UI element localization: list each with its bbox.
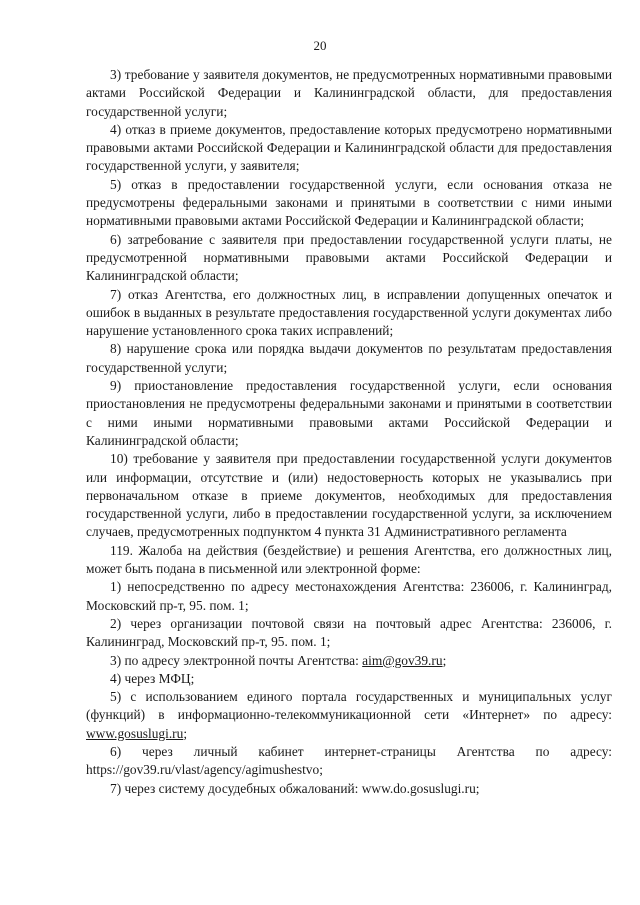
paragraph bbox=[86, 615, 612, 652]
link[interactable]: www.gosuslugi.ru bbox=[86, 725, 184, 741]
paragraph bbox=[86, 66, 612, 121]
paragraph-text: 5) с использованием единого портала государственных и муниципальных услуг (функций) в информационно-телекоммуникационной сети «Интернет» по адресу: bbox=[86, 689, 612, 723]
paragraph-text: 2) через организации почтовой связи на почтовый адрес Агентства: 236006, г. Калининград, Московский пр-т, 95. пом. 1; bbox=[86, 615, 612, 650]
document-body bbox=[86, 66, 612, 798]
paragraph-text: 10) требование у заявителя при предоставлении государственной услуги документов или информации, отсутствие и (или) недостоверность которых не указывались при первоначальном отказе в приеме документов, необходимых для предоставления государственной услуги, либо в предоставлении государственной услуги, за исключением случаев, предусмотренных подпунктом 4 пункта 31 Административного регламента bbox=[86, 451, 612, 540]
paragraph bbox=[86, 652, 612, 670]
paragraph-text: ; bbox=[442, 652, 447, 668]
paragraph-text: 7) отказ Агентства, его должностных лиц, в исправлении допущенных опечаток и ошибок в выданных в результате предоставления государственной услуги документах либо нарушение установленного срока таких исправлений; bbox=[86, 286, 612, 339]
paragraph-text: 3) требование у заявителя документов, не предусмотренных нормативными правовыми актами Российской Федерации и Калининградской области, для предоставления государственной услуги; bbox=[86, 67, 612, 119]
paragraph bbox=[86, 450, 612, 541]
page-number: 20 bbox=[313, 38, 327, 53]
paragraph bbox=[86, 176, 612, 231]
paragraph-text: 5) отказ в предоставлении государственной услуги, если основания отказа не предусмотрены федеральными законами и принятыми в соответствии с ними иными нормативными правовыми актами Российской Федерации и Калининградской области; bbox=[86, 176, 612, 229]
paragraph bbox=[86, 121, 612, 176]
link[interactable]: aim@gov39.ru bbox=[362, 652, 443, 668]
paragraph bbox=[86, 743, 612, 780]
paragraph-text: 119. Жалоба на действия (бездействие) и решения Агентства, его должностных лиц, может быть подана в письменной или электронной форме: bbox=[86, 542, 612, 577]
paragraph-text: 9) приостановление предоставления государственной услуги, если основания приостановления не предусмотрены федеральными законами и принятыми в соответствии с ними иными нормативными правовыми актами Российской Федерации и Калининградской области; bbox=[86, 378, 612, 448]
paragraph-text: 6) через личный кабинет интернет-страницы Агентства по адресу: https://gov39.ru/vlast/agency/agimushestvo; bbox=[86, 743, 612, 778]
paragraph-text: 1) непосредственно по адресу местонахождения Агентства: 236006, г. Калининград, Московский пр-т, 95. пом. 1; bbox=[86, 579, 612, 613]
paragraph-text: 6) затребование с заявителя при предоставлении государственной услуги платы, не предусмотренной нормативными правовыми актами Российской Федерации и Калининградской области; bbox=[86, 231, 612, 284]
paragraph-text: 4) отказ в приеме документов, предоставление которых предусмотрено нормативными правовыми актами Российской Федерации и Калининградской области для предоставления государственной услуги, у заявителя; bbox=[86, 121, 612, 174]
paragraph bbox=[86, 780, 612, 798]
paragraph bbox=[86, 670, 612, 688]
paragraph bbox=[86, 578, 612, 615]
paragraph bbox=[86, 340, 612, 377]
paragraph-text: 4) через МФЦ; bbox=[110, 670, 195, 686]
paragraph bbox=[86, 688, 612, 743]
paragraph bbox=[86, 286, 612, 341]
paragraph-text: 7) через систему досудебных обжалований: www.do.gosuslugi.ru; bbox=[110, 780, 480, 796]
paragraph-text: ; bbox=[183, 725, 188, 741]
paragraph bbox=[86, 231, 612, 286]
paragraph-text: 8) нарушение срока или порядка выдачи документов по результатам предоставления государственной услуги; bbox=[86, 341, 612, 375]
paragraph-text: 3) по адресу электронной почты Агентства: bbox=[110, 652, 363, 668]
paragraph bbox=[86, 542, 612, 579]
paragraph bbox=[86, 377, 612, 450]
